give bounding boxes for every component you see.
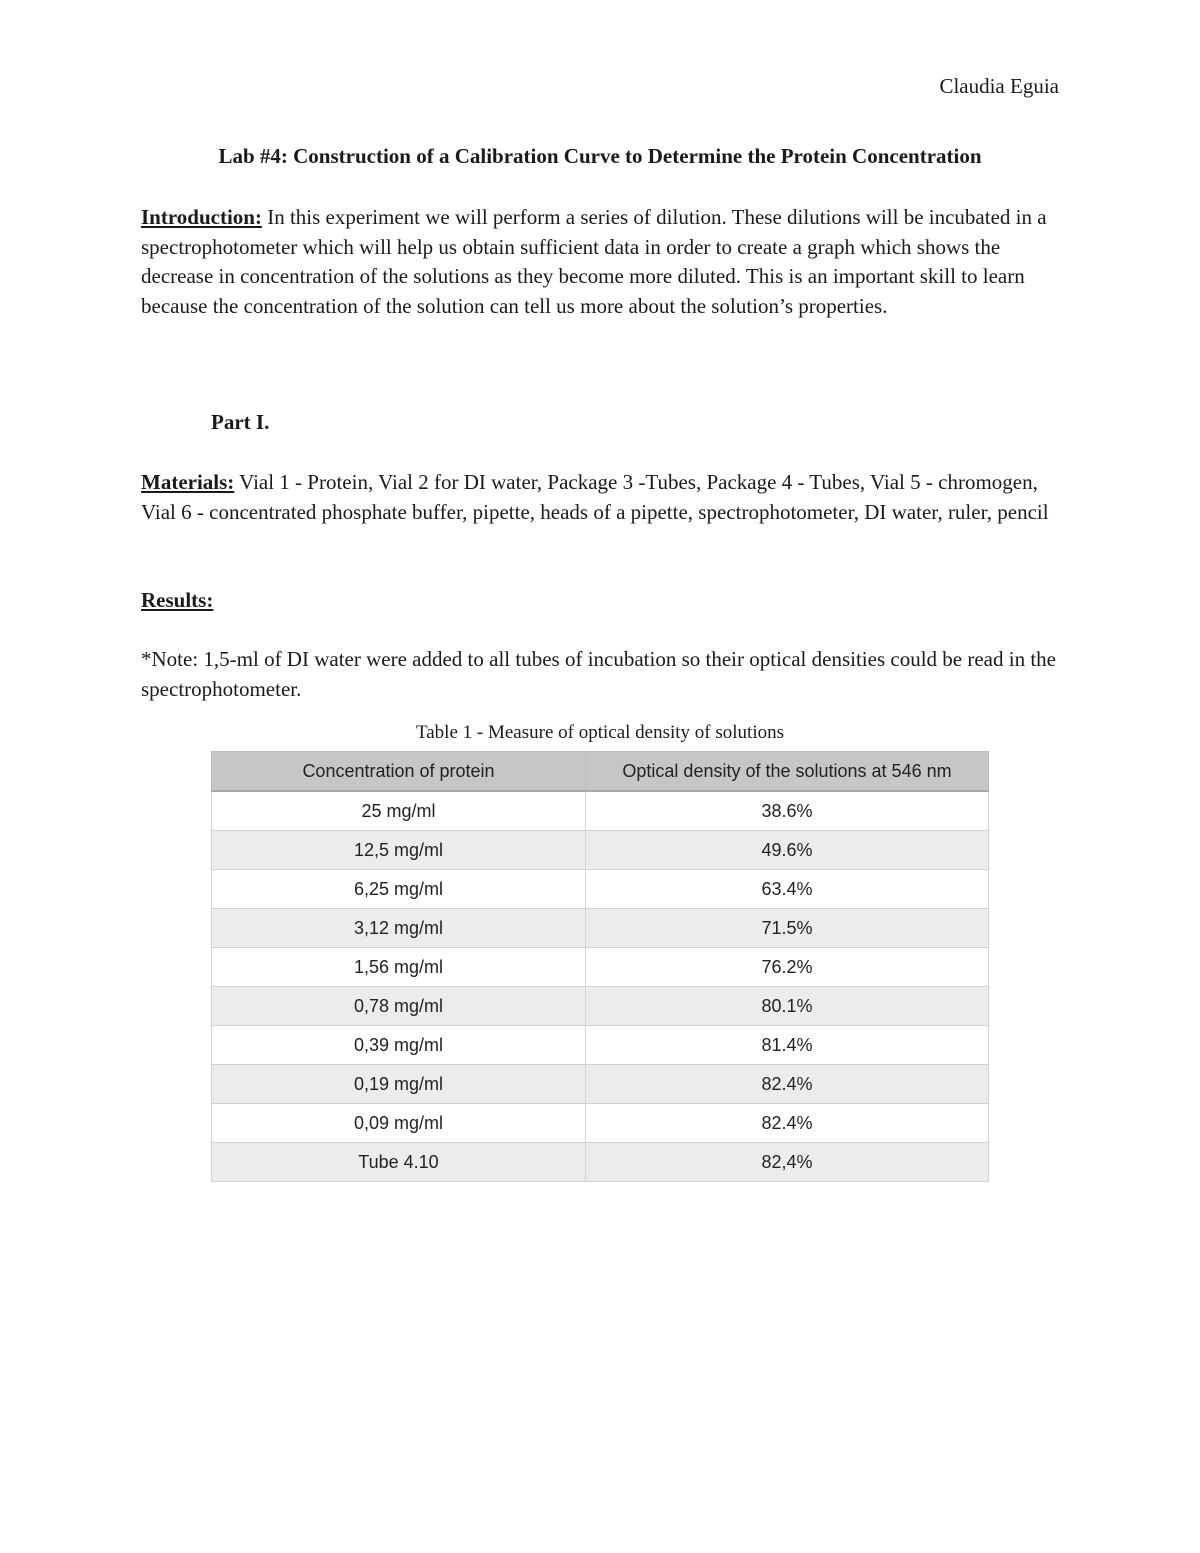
column-header-optical-density: Optical density of the solutions at 546 nm	[586, 752, 989, 792]
table-row	[212, 1104, 989, 1143]
results-heading	[141, 586, 1061, 616]
optical-density-table	[211, 751, 989, 1182]
note-paragraph: *Note: 1,5-ml of DI water were added to all tubes of incubation so their optical densities could be read in the spectrophotometer.	[141, 647, 1056, 701]
optical-density-cell: 81.4%	[586, 1026, 989, 1065]
optical-density-cell: 82.4%	[586, 1065, 989, 1104]
optical-density-cell: 63.4%	[586, 870, 989, 909]
introduction-paragraph	[141, 203, 1061, 322]
introduction-label: Introduction:	[141, 205, 262, 229]
concentration-cell: 0,39 mg/ml	[212, 1026, 586, 1065]
optical-density-cell: 49.6%	[586, 831, 989, 870]
concentration-cell: 0,19 mg/ml	[212, 1065, 586, 1104]
results-label: Results:	[141, 588, 214, 612]
concentration-cell: 0,09 mg/ml	[212, 1104, 586, 1143]
materials-text: Vial 1 - Protein, Vial 2 for DI water, Package 3 -Tubes, Package 4 - Tubes, Vial 5 - chromogen, Vial 6 - concentrated phosphate buffer, pipette, heads of a pipette, spectrophotometer, DI water, ruler, pencil	[141, 470, 1049, 524]
concentration-cell: 1,56 mg/ml	[212, 948, 586, 987]
table-row	[212, 948, 989, 987]
concentration-cell: 3,12 mg/ml	[212, 909, 586, 948]
part-heading: Part I.	[211, 410, 270, 434]
materials-label: Materials:	[141, 470, 235, 494]
table-row	[212, 1143, 989, 1182]
optical-density-cell: 76.2%	[586, 948, 989, 987]
introduction-text: In this experiment we will perform a series of dilution. These dilutions will be incubated in a spectrophotometer which will help us obtain sufficient data in order to create a graph which shows the decrease in concentration of the solutions as they become more diluted. This is an important skill to learn because the concentration of the solution can tell us more about the solution’s properties.	[141, 205, 1047, 319]
concentration-cell: 12,5 mg/ml	[212, 831, 586, 870]
optical-density-cell: 80.1%	[586, 987, 989, 1026]
optical-density-cell: 38.6%	[586, 791, 989, 831]
concentration-cell: 6,25 mg/ml	[212, 870, 586, 909]
table-row	[212, 1026, 989, 1065]
concentration-cell: Tube 4.10	[212, 1143, 586, 1182]
table-row	[212, 831, 989, 870]
table-row	[212, 909, 989, 948]
table-row	[212, 791, 989, 831]
concentration-cell: 25 mg/ml	[212, 791, 586, 831]
materials-paragraph	[141, 468, 1061, 527]
table-row	[212, 987, 989, 1026]
optical-density-cell: 82,4%	[586, 1143, 989, 1182]
column-header-concentration: Concentration of protein	[212, 752, 586, 792]
optical-density-cell: 82.4%	[586, 1104, 989, 1143]
table-row	[212, 870, 989, 909]
table-caption: Table 1 - Measure of optical density of solutions	[415, 722, 785, 743]
table-header-row	[212, 752, 989, 792]
table-row	[212, 1065, 989, 1104]
concentration-cell: 0,78 mg/ml	[212, 987, 586, 1026]
optical-density-cell: 71.5%	[586, 909, 989, 948]
author-name: Claudia Eguia	[939, 74, 1059, 98]
document-title: Lab #4: Construction of a Calibration Curve to Determine the Protein Concentration	[218, 144, 982, 168]
